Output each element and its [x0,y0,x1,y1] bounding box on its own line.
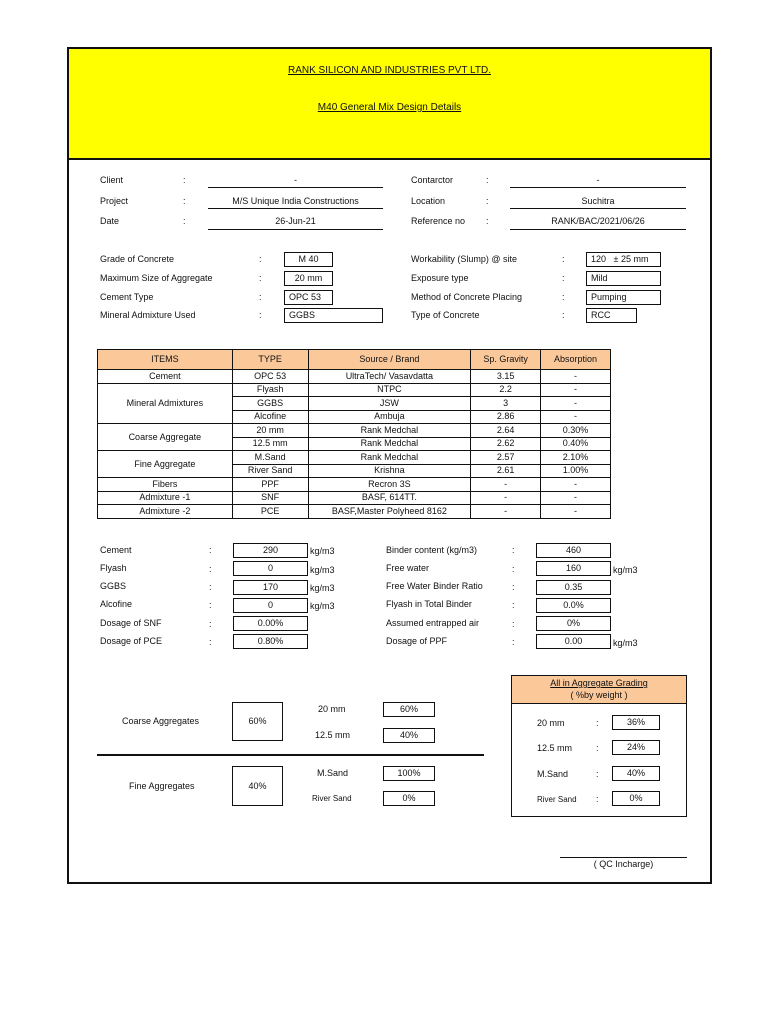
coarse-part-value: 40% [383,728,435,743]
workability-colon: : [562,254,565,264]
grading-label: 12.5 mm [537,743,573,753]
absorption-cell: - [541,491,611,505]
qty-label: GGBS [100,581,127,591]
project-label: Project [100,196,129,206]
qty-label: Alcofine [100,599,133,609]
source-cell: Rank Medchal [308,437,471,451]
project-underline [208,208,383,209]
absorption-cell: - [541,397,611,411]
concrete-type-value: RCC [586,308,637,323]
grading-subtitle: ( %by weight ) [570,690,628,700]
client-value: - [294,175,297,185]
qty-label: Flyash in Total Binder [386,599,472,609]
placing-method-colon: : [562,292,565,302]
gravity-cell: - [471,491,541,505]
source-cell: BASF, 614TT. [308,491,471,505]
grading-value: 0% [612,791,660,806]
cement-type-label: Cement Type [100,292,154,302]
ggbs-qty-value: 170 [233,580,308,595]
binder-content-value: 460 [536,543,611,558]
date-colon: : [183,216,186,226]
item-cell: Fibers [98,478,233,492]
contractor-label: Contarctor [411,175,454,185]
mineral-admixture-label: Mineral Admixture Used [100,310,196,320]
contractor-colon: : [486,175,489,185]
location-value: Suchitra [581,196,615,206]
grading-title: All in Aggregate Grading [550,678,648,688]
qty-colon: : [209,564,212,574]
grading-label: 20 mm [537,718,565,728]
concrete-type-label: Type of Concrete [411,310,480,320]
fine-part-value: 0% [383,791,435,806]
mineral-admixture-value: GGBS [284,308,383,323]
client-underline [208,187,383,188]
grading-colon: : [596,769,599,779]
column-header: ITEMS [98,350,233,370]
absorption-cell: - [541,478,611,492]
max-aggregate-label: Maximum Size of Aggregate [100,273,213,283]
table-row [98,424,611,438]
qty-unit: kg/m3 [310,601,335,611]
source-cell: Rank Medchal [308,451,471,465]
entrapped-air-value: 0% [536,616,611,631]
gravity-cell: 2.62 [471,437,541,451]
project-colon: : [183,196,186,206]
item-cell: Cement [98,370,233,384]
gravity-cell: 3.15 [471,370,541,384]
table-row [98,505,611,519]
location-underline [510,208,686,209]
materials-table [97,349,611,519]
fine-percent-box: 40% [232,766,283,806]
absorption-cell: 2.10% [541,451,611,465]
source-cell: Krishna [308,464,471,478]
source-cell: BASF,Master Polyheed 8162 [308,505,471,519]
gravity-cell: - [471,505,541,519]
grade-label: Grade of Concrete [100,254,175,264]
cement-type-colon: : [259,292,262,302]
fine-part-value: 100% [383,766,435,781]
absorption-cell: 0.30% [541,424,611,438]
qty-colon: : [512,637,515,647]
qty-label: Assumed entrapped air [386,618,480,628]
workability-value: 120 ± 25 mm [586,252,661,267]
source-cell: JSW [308,397,471,411]
item-cell: Fine Aggregate [98,451,233,478]
item-cell: Coarse Aggregate [98,424,233,451]
qty-label: Free Water Binder Ratio [386,581,483,591]
qty-unit: kg/m3 [310,565,335,575]
absorption-cell: - [541,383,611,397]
fine-part-label: M.Sand [317,768,349,778]
qty-label: Dosage of PPF [386,636,448,646]
absorption-cell: 1.00% [541,464,611,478]
column-header: Absorption [541,350,611,370]
gravity-cell: 2.61 [471,464,541,478]
item-cell: Admixture -1 [98,491,233,505]
coarse-aggregates-label: Coarse Aggregates [122,716,200,726]
location-label: Location [411,196,446,206]
concrete-type-colon: : [562,310,565,320]
ppf-dosage-value: 0.00 [536,634,611,649]
grading-value: 36% [612,715,660,730]
column-header: Sp. Gravity [471,350,541,370]
coarse-percent-box: 60% [232,702,283,741]
source-cell: Ambuja [308,410,471,424]
table-row [98,451,611,465]
grading-label: M.Sand [537,769,569,779]
grading-colon: : [596,743,599,753]
flyash-binder-value: 0.0% [536,598,611,613]
type-cell: Alcofine [232,410,308,424]
qty-label: Free water [386,563,430,573]
flyash-qty-value: 0 [233,561,308,576]
grading-label: River Sand [537,795,577,804]
table-header-row [98,350,611,370]
project-value: M/S Unique India Constructions [232,196,359,206]
gravity-cell: 3 [471,397,541,411]
type-cell: 12.5 mm [232,437,308,451]
pce-dosage-value: 0.80% [233,634,308,649]
water-binder-ratio-value: 0.35 [536,580,611,595]
qty-colon: : [209,637,212,647]
placing-method-label: Method of Concrete Placing [411,292,523,302]
date-label: Date [100,216,120,226]
qty-colon: : [209,582,212,592]
qty-label: Binder content (kg/m3) [386,545,478,555]
location-colon: : [486,196,489,206]
type-cell: PCE [232,505,308,519]
contractor-value: - [596,175,600,185]
date-underline [208,229,383,230]
table-row [98,383,611,397]
qty-label: Flyash [100,563,127,573]
exposure-label: Exposure type [411,273,469,283]
type-cell: Flyash [232,383,308,397]
gravity-cell: 2.64 [471,424,541,438]
qty-unit: kg/m3 [613,638,638,648]
placing-method-value: Pumping [586,290,661,305]
qty-unit: kg/m3 [613,565,638,575]
header-banner [67,47,712,160]
contractor-underline [510,187,686,188]
grading-value: 40% [612,766,660,781]
qty-colon: : [512,582,515,592]
reference-label: Reference no [411,216,466,226]
qty-label: Dosage of SNF [100,618,162,628]
source-cell: Recron 3S [308,478,471,492]
coarse-part-label: 20 mm [318,704,346,714]
qty-colon: : [209,619,212,629]
exposure-value: Mild [586,271,661,286]
signature-line [560,857,687,858]
grading-value: 24% [612,740,660,755]
alcofine-qty-value: 0 [233,598,308,613]
qty-label: Dosage of PCE [100,636,163,646]
fine-aggregates-label: Fine Aggregates [129,781,195,791]
type-cell: SNF [232,491,308,505]
gravity-cell: 2.86 [471,410,541,424]
client-colon: : [183,175,186,185]
coarse-part-label: 12.5 mm [315,730,351,740]
source-cell: UltraTech/ Vasavdatta [308,370,471,384]
qty-colon: : [209,545,212,555]
qty-colon: : [512,619,515,629]
qty-colon: : [512,545,515,555]
source-cell: Rank Medchal [308,424,471,438]
type-cell: PPF [232,478,308,492]
absorption-cell: - [541,505,611,519]
qty-label: Cement [100,545,132,555]
type-cell: River Sand [232,464,308,478]
reference-colon: : [486,216,489,226]
grading-colon: : [596,718,599,728]
grade-value: M 40 [284,252,333,267]
snf-dosage-value: 0.00% [233,616,308,631]
mineral-admixture-colon: : [259,310,262,320]
qty-unit: kg/m3 [310,583,335,593]
item-cell: Admixture -2 [98,505,233,519]
grade-colon: : [259,254,262,264]
cement-type-value: OPC 53 [284,290,333,305]
absorption-cell: 0.40% [541,437,611,451]
reference-value: RANK/BAC/2021/06/26 [551,216,645,226]
table-row [98,491,611,505]
type-cell: 20 mm [232,424,308,438]
absorption-cell: - [541,410,611,424]
company-name: RANK SILICON AND INDUSTRIES PVT LTD. [287,65,491,76]
workability-label: Workability (Slump) @ site [411,254,517,264]
client-label: Client [100,175,124,185]
aggregate-divider [97,754,484,756]
qty-colon: : [209,600,212,610]
gravity-cell: - [471,478,541,492]
column-header: TYPE [232,350,308,370]
absorption-cell: - [541,370,611,384]
qty-unit: kg/m3 [310,546,335,556]
cement-qty-value: 290 [233,543,308,558]
signature-label: ( QC Incharge) [593,859,654,869]
max-aggregate-value: 20 mm [284,271,333,286]
table-row [98,370,611,384]
coarse-part-value: 60% [383,702,435,717]
max-aggregate-colon: : [259,273,262,283]
exposure-colon: : [562,273,565,283]
gravity-cell: 2.2 [471,383,541,397]
date-value: 26-Jun-21 [275,216,316,226]
qty-colon: : [512,600,515,610]
type-cell: OPC 53 [232,370,308,384]
document-title: M40 General Mix Design Details [317,102,462,113]
fine-part-label: River Sand [312,794,352,803]
gravity-cell: 2.57 [471,451,541,465]
item-cell: Mineral Admixtures [98,383,233,424]
type-cell: M.Sand [232,451,308,465]
grading-colon: : [596,794,599,804]
qty-colon: : [512,564,515,574]
source-cell: NTPC [308,383,471,397]
grading-header [511,675,687,704]
type-cell: GGBS [232,397,308,411]
free-water-value: 160 [536,561,611,576]
column-header: Source / Brand [308,350,471,370]
reference-underline [510,229,686,230]
table-row [98,478,611,492]
